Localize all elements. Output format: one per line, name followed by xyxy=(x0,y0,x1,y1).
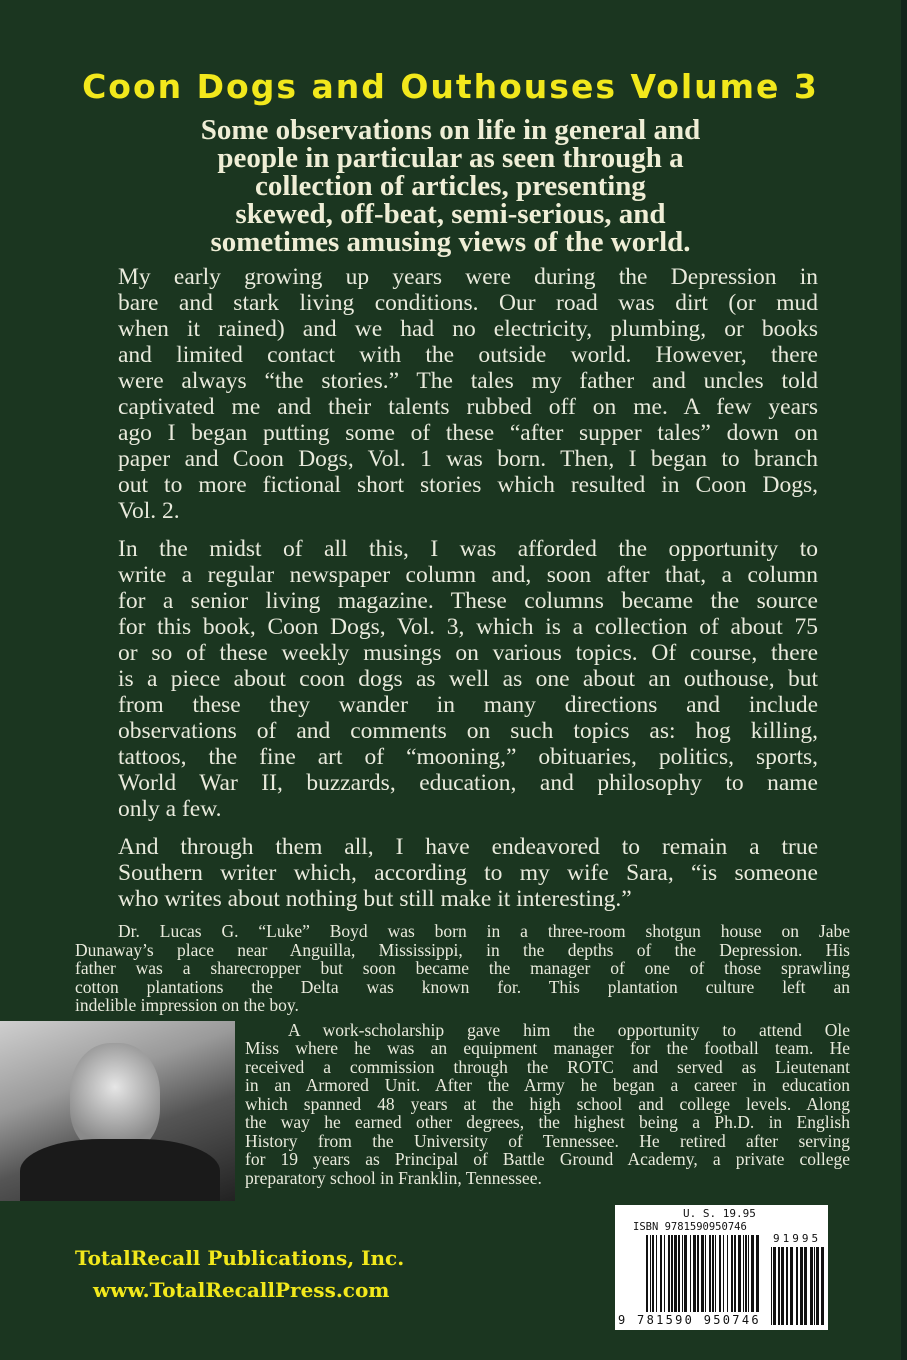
text-line: or so of these weekly musings on various topics. Of course, there xyxy=(118,640,818,666)
text-line: indelible impression on the boy. xyxy=(75,995,299,1015)
bar xyxy=(671,1235,673,1312)
text-line: observations of and comments on such topics as: hog killing, xyxy=(118,718,818,744)
text-line: tattoos, the fine art of “mooning,” obituaries, politics, sports, xyxy=(118,744,818,770)
text-line: is a piece about coon dogs as well as one about an outhouse, but xyxy=(118,666,818,692)
bar xyxy=(664,1235,665,1312)
bar xyxy=(810,1247,813,1325)
bar xyxy=(816,1247,819,1325)
paragraph-2 xyxy=(118,536,818,822)
paragraph-3 xyxy=(118,834,818,912)
publisher-url[interactable]: www.TotalRecallPress.com xyxy=(93,1277,390,1302)
price: U. S. 19.95 xyxy=(683,1206,756,1220)
book-title: Coon Dogs and Outhouses Volume 3 xyxy=(82,67,819,106)
text-line: cotton plantations the Delta was known for. This plantation culture left an xyxy=(75,976,850,997)
isbn: ISBN 9781590950746 xyxy=(633,1220,747,1233)
publisher-name: TotalRecall Publications, Inc. xyxy=(75,1245,405,1270)
text-line: out to more fictional short stories which resulted in Coon Dogs, xyxy=(118,472,818,498)
back-cover-content xyxy=(0,66,901,1335)
text-line: In the midst of all this, I was afforded the opportunity to xyxy=(118,536,818,562)
text-line: only a few. xyxy=(118,796,222,822)
isbn-barcode xyxy=(615,1205,828,1330)
bar xyxy=(719,1235,721,1312)
text-line: and limited contact with the outside world. However, there xyxy=(118,342,818,368)
text-line: for 19 years as Principal of Battle Ground Academy, a private college xyxy=(245,1149,850,1169)
text-line: for this book, Coon Dogs, Vol. 3, which is a collection of about 75 xyxy=(118,614,818,640)
text-line: received a commission through the ROTC and served as Lieutenant xyxy=(245,1056,850,1077)
bar xyxy=(748,1235,749,1312)
bar xyxy=(773,1247,776,1325)
bar xyxy=(709,1235,711,1312)
text-line: the way he earned other degrees, the highest being a Ph.D. in English xyxy=(245,1112,850,1132)
barcode-bars xyxy=(646,1235,761,1312)
text-line: Miss where he was an equipment manager for the football team. He xyxy=(245,1038,850,1058)
bar xyxy=(705,1235,706,1312)
bar xyxy=(646,1235,648,1312)
bar xyxy=(650,1235,651,1312)
text-line: were always “the stories.” The tales my father and uncles told xyxy=(118,368,818,394)
paragraph-1 xyxy=(118,264,818,524)
bar xyxy=(804,1247,807,1325)
tagline-line: people in particular as seen through a xyxy=(217,142,684,174)
bar xyxy=(701,1235,704,1312)
bar xyxy=(778,1247,780,1325)
bar xyxy=(693,1235,696,1312)
text-line: paper and Coon Dogs, Vol. 1 was born. Then, I began to branch xyxy=(118,446,818,472)
text-line: Vol. 2. xyxy=(118,498,180,524)
tagline-line: sometimes amusing views of the world. xyxy=(210,226,691,258)
bar xyxy=(660,1235,662,1312)
text-line: which spanned 48 years at the high school and college levels. Along xyxy=(245,1093,850,1114)
bar xyxy=(734,1235,736,1312)
bar xyxy=(668,1235,670,1312)
author-bio-1 xyxy=(75,922,850,1015)
author-photo xyxy=(0,1021,235,1201)
bar xyxy=(814,1247,815,1325)
bar xyxy=(786,1247,788,1325)
text-line: Dunaway’s place near Anguilla, Mississippi, in the depths of the Depression. His xyxy=(75,939,850,960)
text-line: World War II, buzzards, education, and philosophy to name xyxy=(118,770,818,796)
addon-bars xyxy=(771,1247,825,1325)
tagline-line: collection of articles, presenting xyxy=(255,170,646,202)
text-line: Southern writer which, according to my wife Sara, “is someone xyxy=(118,860,818,886)
bar xyxy=(751,1235,754,1312)
bar xyxy=(781,1247,784,1325)
text-line: Dr. Lucas G. “Luke” Boyd was born in a three-room shotgun house on Jabe xyxy=(118,921,850,941)
text-line: History from the University of Tennessee. He retired after serving xyxy=(245,1130,850,1151)
text-line: bare and stark living conditions. Our road was dirt (or mud xyxy=(118,290,818,316)
bar xyxy=(796,1247,798,1325)
bar xyxy=(656,1235,657,1312)
bar xyxy=(690,1235,691,1312)
text-line: father was a sharecropper but soon became the manager of one of those sprawling xyxy=(75,958,850,978)
addon-code: 91995 xyxy=(773,1231,822,1245)
text-line: from these they wander in many directions and include xyxy=(118,692,818,718)
text-line: ago I began putting some of these “after supper tales” down on xyxy=(118,420,818,446)
text-line: My early growing up years were during the Depression in xyxy=(118,264,818,290)
bar xyxy=(800,1247,803,1325)
text-line: when it rained) and we had no electricity, plumbing, or books xyxy=(118,316,818,342)
bar xyxy=(821,1247,824,1325)
bar xyxy=(715,1235,716,1312)
text-line: write a regular newspaper column and, soon after that, a column xyxy=(118,562,818,588)
tagline-line: Some observations on life in general and xyxy=(200,114,701,146)
text-line: in an Armored Unit. After the Army he began a career in education xyxy=(245,1075,850,1095)
bar xyxy=(684,1235,687,1312)
bar xyxy=(731,1235,733,1312)
bar xyxy=(790,1247,793,1325)
bar xyxy=(771,1247,772,1325)
author-bio-2 xyxy=(245,1021,850,1188)
bar xyxy=(727,1235,728,1312)
bar xyxy=(756,1235,759,1312)
bar xyxy=(652,1235,654,1312)
text-line: A work-scholarship gave him the opportunity to attend Ole xyxy=(288,1019,850,1040)
tagline-line: skewed, off-beat, semi-serious, and xyxy=(235,198,666,230)
text-line: preparatory school in Franklin, Tennessee. xyxy=(245,1167,542,1188)
text-line: And through them all, I have endeavored to remain a true xyxy=(118,834,818,860)
bar xyxy=(697,1235,699,1312)
tagline xyxy=(91,116,811,256)
bar xyxy=(674,1235,677,1312)
text-line: captivated me and their talents rubbed off on me. A few years xyxy=(118,394,818,420)
bar xyxy=(678,1235,680,1312)
bar xyxy=(745,1235,747,1312)
barcode-number: 9 781590 950746 xyxy=(618,1312,761,1327)
bar xyxy=(738,1235,741,1312)
bar xyxy=(743,1235,744,1312)
bar xyxy=(712,1235,714,1312)
bar xyxy=(682,1235,683,1312)
bar xyxy=(723,1235,724,1312)
spine-edge xyxy=(901,0,907,1360)
author-section xyxy=(0,1021,901,1201)
text-line: who writes about nothing but still make it interesting.” xyxy=(118,886,632,912)
footer xyxy=(0,1205,901,1335)
text-line: for a senior living magazine. These columns became the source xyxy=(118,588,818,614)
